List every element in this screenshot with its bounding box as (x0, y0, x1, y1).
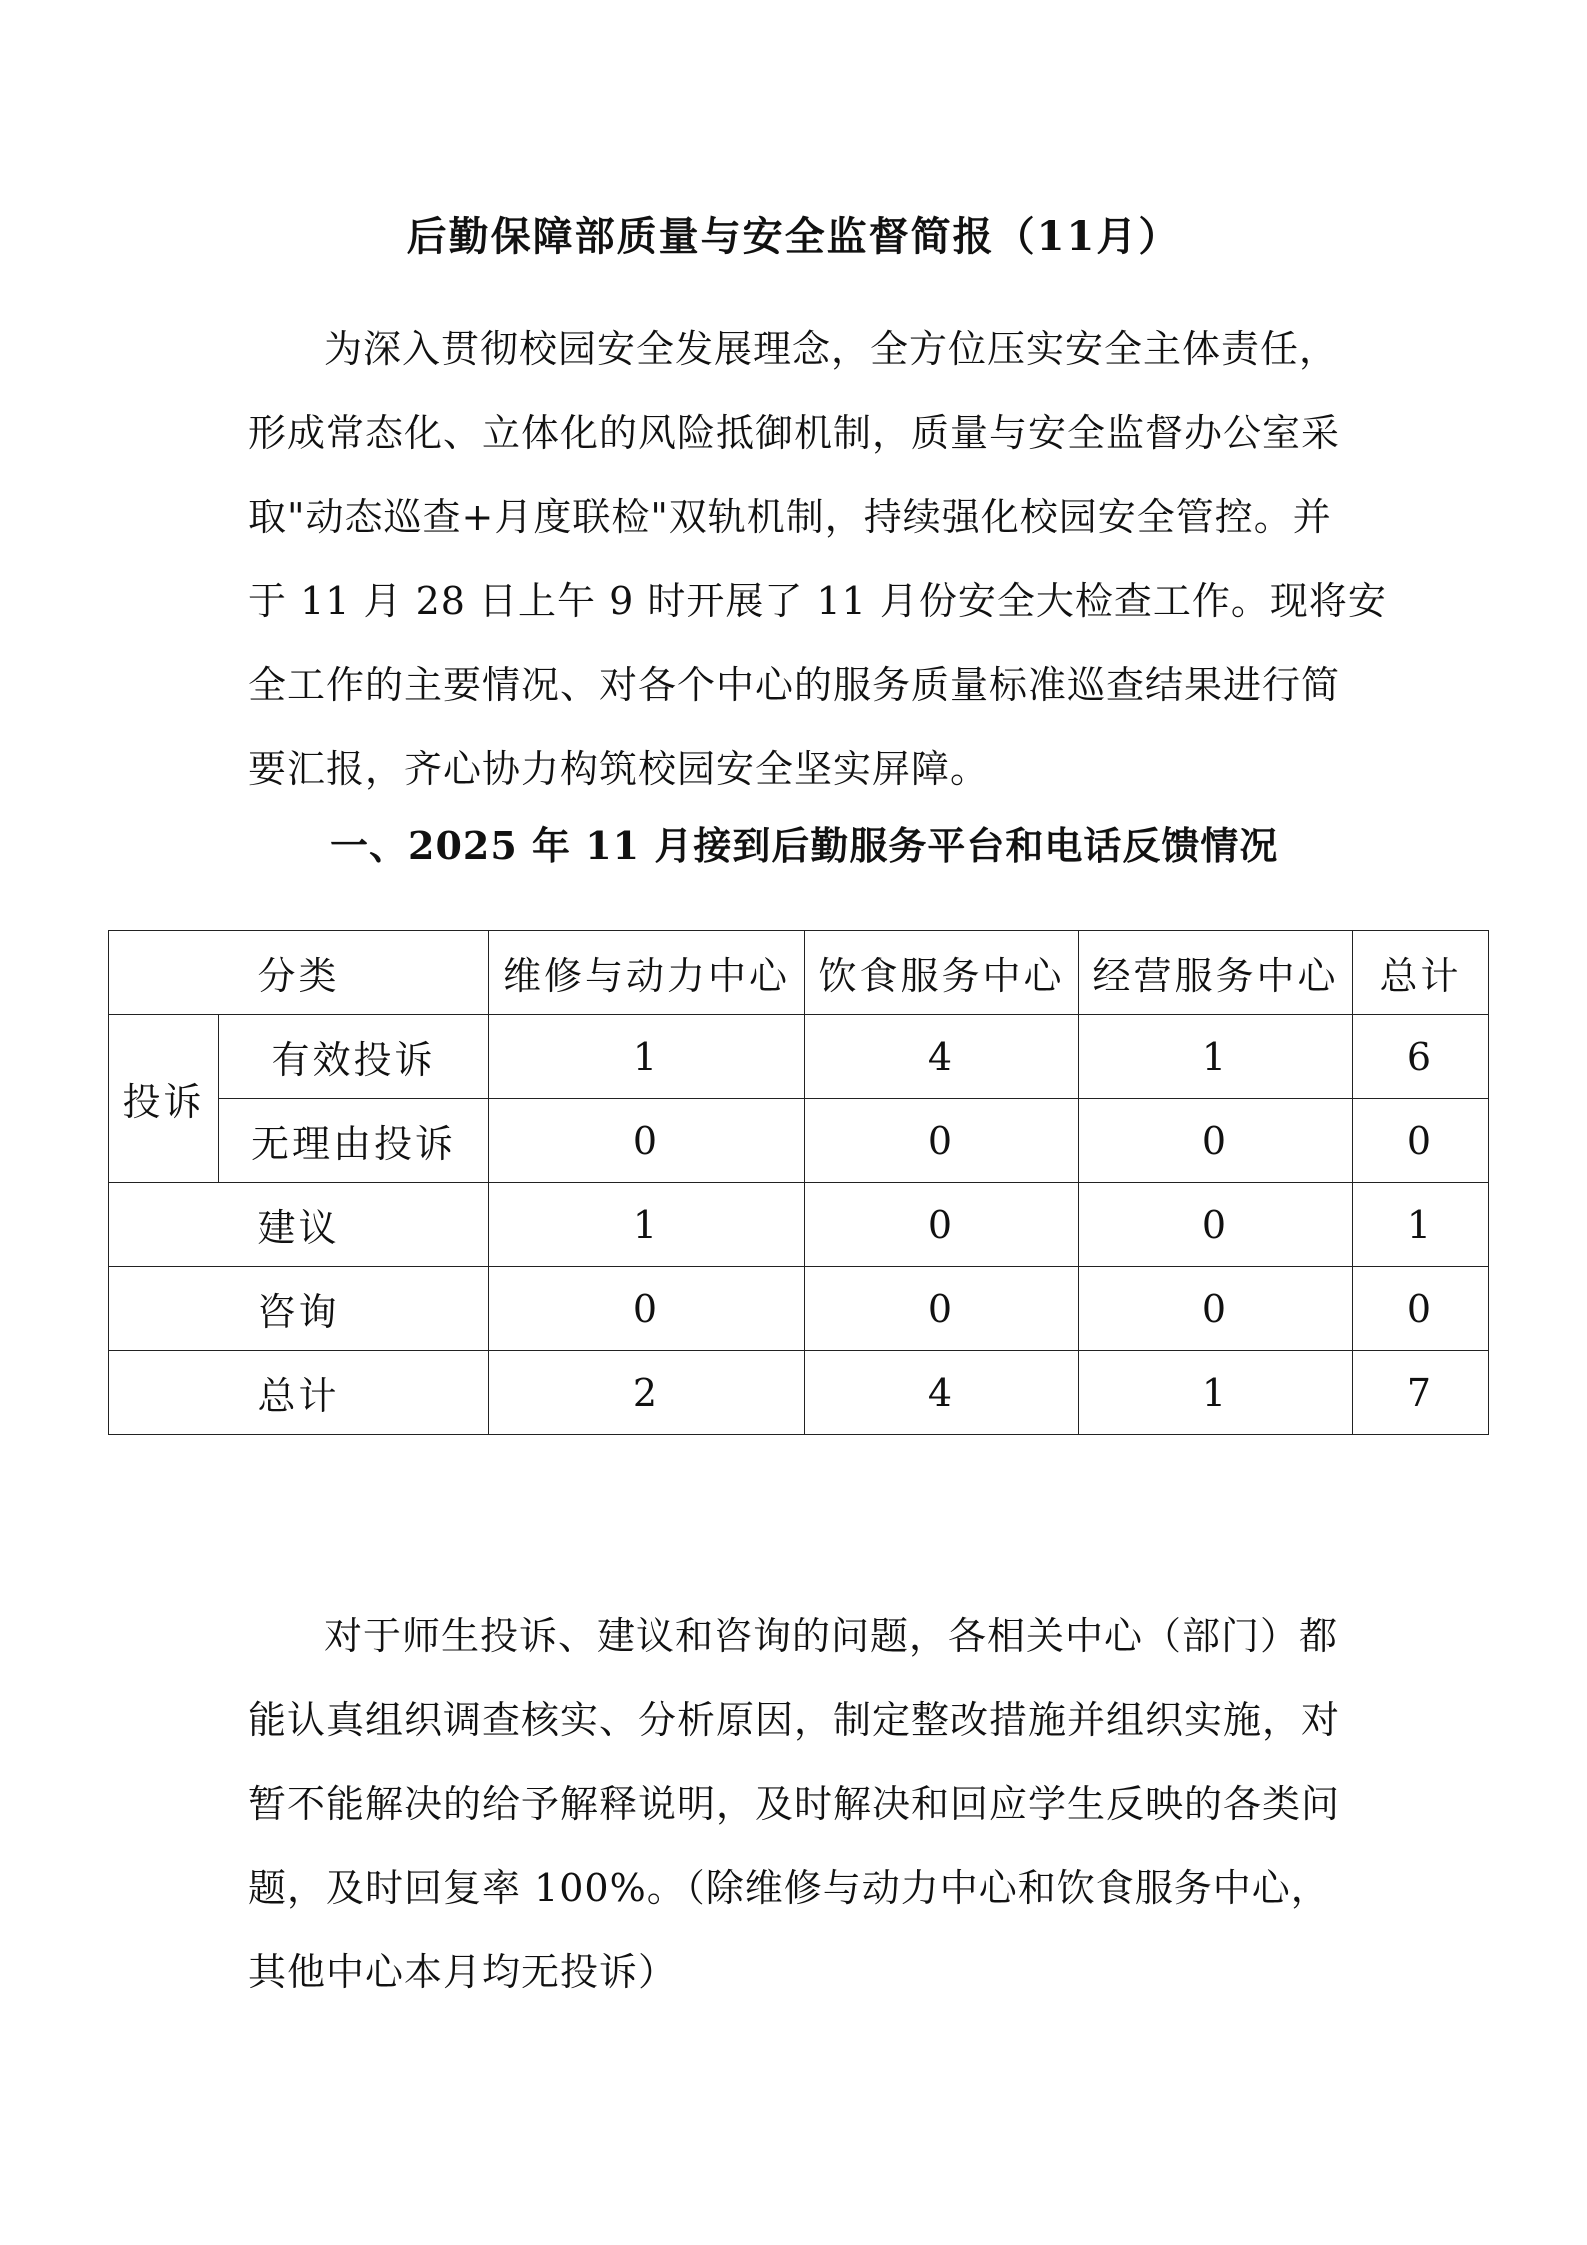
intro-paragraph (248, 307, 1387, 811)
closing-paragraph (248, 1594, 1348, 2014)
table-cell: 0 (1079, 1099, 1353, 1183)
table-header-row (109, 931, 1489, 1015)
row-label: 有效投诉 (219, 1015, 489, 1099)
table-cell: 2 (489, 1351, 805, 1435)
table-cell: 1 (489, 1015, 805, 1099)
table-cell: 0 (805, 1099, 1079, 1183)
closing-line: 题，及时回复率 100%。（除维修与动力中心和饮食服务中心， (248, 1866, 1330, 1910)
table-cell: 0 (805, 1267, 1079, 1351)
table-cell: 0 (1079, 1267, 1353, 1351)
closing-line: 能认真组织调查核实、分析原因，制定整改措施并组织实施，对 (248, 1698, 1341, 1742)
table-cell: 1 (489, 1183, 805, 1267)
table-cell: 7 (1353, 1351, 1489, 1435)
closing-line: 暂不能解决的给予解释说明，及时解决和回应学生反映的各类问 (248, 1782, 1341, 1826)
intro-line: 全工作的主要情况、对各个中心的服务质量标准巡查结果进行简 (248, 663, 1341, 707)
header-category: 分类 (109, 931, 489, 1015)
intro-line: 形成常态化、立体化的风险抵御机制，质量与安全监督办公室采 (248, 411, 1341, 455)
table-row (109, 1015, 1489, 1099)
intro-line: 于 11 月 28 日上午 9 时开展了 11 月份安全大检查工作。现将安 (248, 579, 1387, 623)
table-cell: 4 (805, 1015, 1079, 1099)
table-cell: 0 (1353, 1099, 1489, 1183)
intro-line: 为深入贯彻校园安全发展理念，全方位压实安全主体责任， (324, 327, 1339, 371)
closing-line: 其他中心本月均无投诉） (248, 1950, 678, 1994)
table-row (109, 1351, 1489, 1435)
table-row (109, 1183, 1489, 1267)
table-cell: 1 (1079, 1015, 1353, 1099)
header-column: 经营服务中心 (1079, 931, 1353, 1015)
table-cell: 6 (1353, 1015, 1489, 1099)
table-cell: 0 (1079, 1183, 1353, 1267)
row-label: 总计 (109, 1351, 489, 1435)
header-column: 总计 (1353, 931, 1489, 1015)
table-cell: 1 (1353, 1183, 1489, 1267)
page-title: 后勤保障部质量与安全监督简报（11月） (406, 213, 1181, 260)
table-cell: 0 (1353, 1267, 1489, 1351)
table-cell: 4 (805, 1351, 1079, 1435)
section-heading: 一、2025 年 11 月接到后勤服务平台和电话反馈情况 (330, 823, 1279, 868)
row-label: 无理由投诉 (219, 1099, 489, 1183)
intro-line: 要汇报，齐心协力构筑校园安全坚实屏障。 (248, 747, 990, 791)
table-cell: 0 (805, 1183, 1079, 1267)
row-label: 建议 (109, 1183, 489, 1267)
closing-line: 对于师生投诉、建议和咨询的问题，各相关中心（部门）都 (324, 1614, 1339, 1658)
table-row (109, 1267, 1489, 1351)
header-column: 饮食服务中心 (805, 931, 1079, 1015)
row-label: 咨询 (109, 1267, 489, 1351)
feedback-table (108, 930, 1489, 1435)
table-row (109, 1099, 1489, 1183)
header-column: 维修与动力中心 (489, 931, 805, 1015)
intro-line: 取"动态巡查+月度联检"双轨机制，持续强化校园安全管控。并 (248, 495, 1332, 539)
table-cell: 1 (1079, 1351, 1353, 1435)
complaint-group-label: 投诉 (109, 1015, 219, 1183)
table-cell: 0 (489, 1099, 805, 1183)
table-cell: 0 (489, 1267, 805, 1351)
